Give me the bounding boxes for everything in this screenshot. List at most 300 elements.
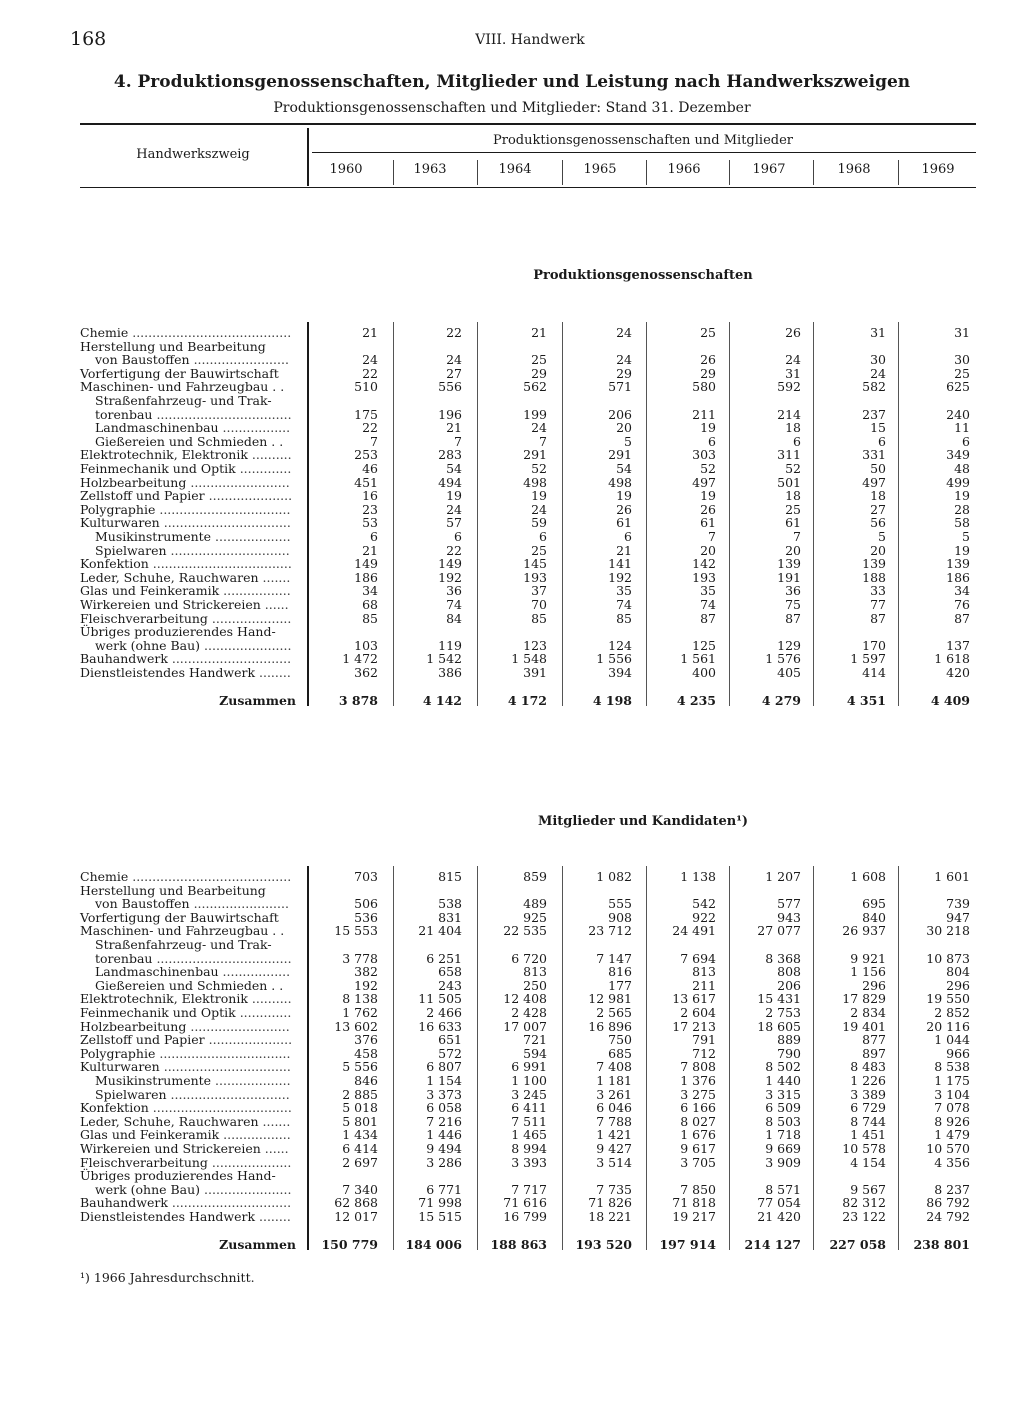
year-header: 1965 — [583, 162, 617, 177]
table-row — [80, 380, 976, 393]
table-row — [80, 544, 976, 557]
table-cell: 62 868 — [334, 1195, 378, 1211]
table-cell: 26 — [616, 501, 632, 517]
table-cell: 7 147 — [596, 950, 632, 966]
table-cell: 362 — [354, 665, 378, 680]
table-cell: 192 — [438, 569, 462, 585]
table-cell: 86 792 — [926, 1195, 970, 1211]
row-label — [95, 639, 291, 652]
table-row — [80, 421, 976, 434]
table-cell: 1 762 — [342, 1005, 378, 1020]
row-label — [80, 476, 290, 489]
table-cell: 74 — [446, 597, 462, 612]
table-cell: 53 — [362, 515, 378, 531]
row-label — [80, 1020, 290, 1033]
column-divider — [646, 866, 647, 1250]
table-subtitle: Produktionsgenossenschaften und Mitglieder: Stand 31. Dezember — [273, 100, 751, 116]
table-cell: 30 218 — [926, 923, 970, 939]
row-label-text: Übriges produzierendes Hand- — [80, 624, 276, 640]
table-cell: 29 — [700, 365, 716, 381]
row-label — [80, 911, 279, 924]
table-cell: 250 — [523, 977, 547, 993]
leader-dots: ............. — [235, 1005, 292, 1020]
table-cell: 24 — [362, 352, 378, 368]
table-cell: 12 408 — [503, 991, 547, 1007]
table-cell: 658 — [438, 964, 462, 980]
table-cell: 52 — [700, 461, 716, 476]
table-row — [80, 462, 976, 475]
table-row — [80, 1169, 976, 1182]
table-cell: 2 428 — [511, 1005, 547, 1020]
row-label — [95, 408, 292, 421]
page-number: 168 — [70, 28, 107, 50]
table-cell: 8 994 — [511, 1141, 547, 1156]
table-row — [80, 598, 976, 611]
table-cell: 11 505 — [418, 991, 462, 1007]
leader-dots: .......... — [247, 447, 292, 463]
table-row — [80, 503, 976, 516]
table-cell: 556 — [438, 379, 462, 395]
table-cell: 296 — [862, 977, 886, 993]
leader-dots: ................. — [219, 1127, 291, 1143]
table-cell: 2 697 — [342, 1154, 378, 1170]
table-cell: 124 — [608, 637, 632, 653]
table-cell: 6 — [878, 433, 886, 449]
total-cell: 188 863 — [490, 1236, 547, 1252]
table-cell: 24 — [616, 352, 632, 368]
row-label — [80, 571, 290, 584]
table-cell: 6 — [708, 433, 716, 449]
leader-dots: ...................... — [200, 1181, 292, 1197]
table-cell: 1 226 — [850, 1073, 886, 1088]
table-cell: 897 — [862, 1045, 886, 1061]
row-label — [95, 952, 292, 965]
table-cell: 26 — [700, 352, 716, 368]
table-cell: 71 826 — [588, 1195, 632, 1211]
leader-dots: ............. — [235, 461, 292, 476]
table-cell: 61 — [785, 515, 801, 531]
table-row — [80, 884, 976, 897]
year-column-divider — [813, 160, 814, 185]
table-cell: 22 — [446, 542, 462, 558]
table-cell: 7 808 — [680, 1059, 716, 1075]
row-label — [80, 1047, 290, 1060]
total-label: Zusammen — [219, 1236, 296, 1252]
table-cell: 6 046 — [596, 1100, 632, 1116]
table-cell: 20 — [870, 542, 886, 558]
table-cell: 18 — [870, 488, 886, 504]
row-label-text: torenbau — [95, 950, 153, 966]
row-label-text: Feinmechanik und Optik — [80, 1005, 236, 1020]
table-cell: 52 — [785, 461, 801, 476]
table-cell: 59 — [531, 515, 547, 531]
table-cell: 6 991 — [511, 1059, 547, 1075]
header-group-rule — [312, 152, 976, 153]
leader-dots: .............................. — [166, 542, 290, 558]
table-row — [80, 516, 976, 529]
table-cell: 790 — [777, 1045, 801, 1061]
table-cell: 23 122 — [842, 1209, 886, 1224]
table-cell: 103 — [354, 637, 378, 653]
row-label — [80, 1128, 291, 1141]
table-cell: 149 — [438, 556, 462, 572]
table-cell: 1 446 — [426, 1127, 462, 1143]
table-cell: 1 175 — [934, 1073, 970, 1088]
table-cell: 24 — [870, 365, 886, 381]
row-label — [80, 584, 291, 597]
table-cell: 7 340 — [342, 1181, 378, 1197]
table-row — [80, 489, 976, 502]
table-row — [80, 979, 976, 992]
table-cell: 1 561 — [680, 651, 716, 667]
table-cell: 8 027 — [680, 1113, 716, 1129]
total-cell: 214 127 — [744, 1236, 801, 1252]
row-label-text: von Baustoffen — [95, 352, 190, 368]
table-cell: 925 — [523, 909, 547, 925]
table-cell: 192 — [608, 569, 632, 585]
table-cell: 175 — [354, 406, 378, 422]
table-cell: 594 — [523, 1045, 547, 1061]
leader-dots: ....... — [258, 569, 291, 585]
row-label-text: Chemie — [80, 869, 129, 884]
table-cell: 562 — [523, 379, 547, 395]
leader-dots: ........................ — [189, 896, 289, 912]
table-cell: 17 007 — [503, 1018, 547, 1034]
table-cell: 48 — [954, 461, 970, 476]
table-cell: 376 — [354, 1032, 378, 1048]
table-cell: 2 753 — [765, 1005, 801, 1020]
table-cell: 193 — [523, 569, 547, 585]
header-bottom-rule — [80, 187, 976, 188]
total-cell: 4 172 — [507, 692, 547, 708]
column-divider — [729, 866, 730, 1250]
table-cell: 18 — [785, 420, 801, 436]
table-cell: 536 — [354, 909, 378, 925]
table-cell: 5 556 — [342, 1059, 378, 1075]
leader-dots: ...... — [260, 1141, 289, 1156]
column-divider — [729, 322, 730, 706]
table-row — [80, 584, 976, 597]
table-cell: 458 — [354, 1045, 378, 1061]
table-cell: 9 494 — [426, 1141, 462, 1156]
row-label — [95, 1088, 290, 1101]
table-cell: 16 799 — [503, 1209, 547, 1224]
table-cell: 1 044 — [934, 1032, 970, 1048]
table-row — [80, 870, 976, 883]
table-row — [80, 1196, 976, 1209]
section-title-cooperatives: Produktionsgenossenschaften — [533, 268, 753, 283]
row-label — [80, 380, 284, 393]
stub-divider — [307, 322, 309, 706]
table-cell: 21 — [616, 542, 632, 558]
table-cell: 214 — [777, 406, 801, 422]
total-row — [80, 694, 976, 707]
table-row — [80, 557, 976, 570]
table-cell: 8 237 — [934, 1181, 970, 1197]
table-cell: 30 — [870, 352, 886, 368]
header-row-label: Handwerkszweig — [136, 147, 250, 162]
leader-dots: ................................... — [148, 556, 292, 572]
table-cell: 651 — [438, 1032, 462, 1048]
table-cell: 414 — [862, 665, 886, 680]
table-row — [80, 1115, 976, 1128]
table-cell: 3 705 — [680, 1154, 716, 1170]
total-label: Zusammen — [219, 692, 296, 708]
total-cell: 4 351 — [846, 692, 886, 708]
table-cell: 2 604 — [680, 1005, 716, 1020]
row-label-text: Herstellung und Bearbeitung — [80, 882, 266, 898]
header-group-label: Produktionsgenossenschaften und Mitglieder — [493, 133, 793, 148]
table-cell: 721 — [523, 1032, 547, 1048]
table-cell: 15 553 — [334, 923, 378, 939]
row-label — [80, 625, 276, 638]
table-cell: 8 926 — [934, 1113, 970, 1129]
row-label — [95, 1074, 291, 1087]
table-row — [80, 1156, 976, 1169]
table-cell: 1 451 — [850, 1127, 886, 1143]
table-cell: 1 156 — [850, 964, 886, 980]
table-row — [80, 911, 976, 924]
table-cell: 16 — [362, 488, 378, 504]
table-cell: 87 — [954, 610, 970, 626]
stub-divider — [307, 866, 309, 1250]
row-label — [80, 1196, 291, 1209]
table-cell: 510 — [354, 379, 378, 395]
table-cell: 2 885 — [342, 1086, 378, 1102]
table-cell: 31 — [954, 325, 970, 340]
leader-dots: ................... — [211, 529, 291, 544]
table-row — [80, 1210, 976, 1223]
table-cell: 33 — [870, 583, 886, 599]
table-cell: 19 217 — [672, 1209, 716, 1224]
table-cell: 23 — [362, 501, 378, 517]
column-divider — [813, 866, 814, 1250]
table-cell: 52 — [531, 461, 547, 476]
table-cell: 25 — [954, 365, 970, 381]
table-row — [80, 367, 976, 380]
column-divider — [477, 866, 478, 1250]
total-cell: 4 142 — [422, 692, 462, 708]
table-cell: 1 601 — [934, 869, 970, 884]
table-cell: 494 — [438, 474, 462, 490]
table-cell: 18 221 — [588, 1209, 632, 1224]
table-cell: 3 286 — [426, 1154, 462, 1170]
year-column-divider — [898, 160, 899, 185]
row-label-text: Kulturwaren — [80, 1059, 160, 1075]
table-cell: 26 — [785, 325, 801, 340]
row-label — [80, 1006, 291, 1019]
table-cell: 4 154 — [850, 1154, 886, 1170]
table-cell: 85 — [616, 610, 632, 626]
row-label-text: Glas und Feinkeramik — [80, 583, 220, 599]
table-cell: 57 — [446, 515, 462, 531]
table-cell: 712 — [692, 1045, 716, 1061]
table-row — [80, 435, 976, 448]
table-cell: 54 — [616, 461, 632, 476]
row-label — [80, 1156, 291, 1169]
table-cell: 966 — [946, 1045, 970, 1061]
table-cell: 943 — [777, 909, 801, 925]
row-label-text: Maschinen- und Fahrzeugbau . . — [80, 379, 285, 395]
table-cell: 19 — [700, 420, 716, 436]
row-label-text: Herstellung und Bearbeitung — [80, 338, 266, 354]
table-cell: 74 — [700, 597, 716, 612]
table-cell: 77 — [870, 597, 886, 612]
table-cell: 193 — [692, 569, 716, 585]
table-cell: 577 — [777, 896, 801, 912]
table-cell: 24 — [446, 352, 462, 368]
table-cell: 6 — [793, 433, 801, 449]
table-cell: 6 411 — [511, 1100, 547, 1116]
row-label-text: Bauhandwerk — [80, 651, 168, 667]
table-cell: 142 — [692, 556, 716, 572]
table-cell: 21 — [531, 325, 547, 340]
table-cell: 74 — [616, 597, 632, 612]
year-column-divider — [393, 160, 394, 185]
leader-dots: ..................... — [204, 1032, 293, 1048]
table-cell: 5 018 — [342, 1100, 378, 1116]
row-label-text: Holzbearbeitung — [80, 474, 187, 490]
table-row — [80, 1074, 976, 1087]
footnote: ¹) 1966 Jahresdurchschnitt. — [80, 1270, 255, 1285]
table-cell: 6 807 — [426, 1059, 462, 1075]
table-cell: 21 — [446, 420, 462, 436]
leader-dots: ...................... — [200, 637, 292, 653]
table-cell: 859 — [523, 869, 547, 884]
table-cell: 3 514 — [596, 1154, 632, 1170]
table-cell: 7 216 — [426, 1113, 462, 1129]
table-cell: 20 — [616, 420, 632, 436]
row-label — [80, 1115, 290, 1128]
table-cell: 7 735 — [596, 1181, 632, 1197]
table-cell: 1 207 — [765, 869, 801, 884]
table-cell: 6 414 — [342, 1141, 378, 1156]
row-label-text: Feinmechanik und Optik — [80, 461, 236, 476]
header-top-rule — [80, 123, 976, 125]
table-cell: 922 — [692, 909, 716, 925]
table-cell: 3 104 — [934, 1086, 970, 1102]
table-cell: 75 — [785, 597, 801, 612]
row-label-text: Konfektion — [80, 1100, 149, 1116]
column-divider — [562, 322, 563, 706]
row-label — [80, 1142, 289, 1155]
table-cell: 139 — [862, 556, 886, 572]
leader-dots: ....... — [258, 1113, 291, 1129]
table-cell: 1 082 — [596, 869, 632, 884]
table-row — [80, 476, 976, 489]
leader-dots: .......... — [247, 991, 292, 1007]
table-cell: 25 — [531, 542, 547, 558]
table-row — [80, 965, 976, 978]
leader-dots: ................................. — [155, 1045, 291, 1061]
row-label — [95, 435, 283, 448]
year-column-divider — [477, 160, 478, 185]
row-label-text: torenbau — [95, 406, 153, 422]
table-cell: 6 — [962, 433, 970, 449]
table-cell: 30 — [954, 352, 970, 368]
table-cell: 34 — [362, 583, 378, 599]
table-cell: 24 491 — [672, 923, 716, 939]
table-row — [80, 326, 976, 339]
column-divider — [393, 866, 394, 1250]
table-row — [80, 938, 976, 951]
table-cell: 3 373 — [426, 1086, 462, 1102]
leader-dots: ..................... — [204, 488, 293, 504]
table-cell: 19 550 — [926, 991, 970, 1007]
column-divider — [646, 322, 647, 706]
table-cell: 31 — [785, 365, 801, 381]
table-cell: 61 — [616, 515, 632, 531]
table-cell: 17 213 — [672, 1018, 716, 1034]
table-row — [80, 1142, 976, 1155]
table-cell: 506 — [354, 896, 378, 912]
table-cell: 685 — [608, 1045, 632, 1061]
row-label-text: Elektrotechnik, Elektronik — [80, 991, 248, 1007]
table-cell: 87 — [870, 610, 886, 626]
table-cell: 3 261 — [596, 1086, 632, 1102]
table-cell: 36 — [446, 583, 462, 599]
row-label-text: Chemie — [80, 325, 129, 340]
table-cell: 947 — [946, 909, 970, 925]
table-cell: 27 — [446, 365, 462, 381]
table-cell: 24 — [446, 501, 462, 517]
table-cell: 24 792 — [926, 1209, 970, 1224]
row-label — [80, 557, 292, 570]
table-cell: 7 — [370, 433, 378, 449]
leader-dots: ................... — [211, 1073, 291, 1088]
table-cell: 61 — [700, 515, 716, 531]
table-cell: 15 — [870, 420, 886, 436]
leader-dots: ......................... — [186, 1018, 290, 1034]
total-cell: 4 198 — [592, 692, 632, 708]
table-cell: 19 401 — [842, 1018, 886, 1034]
table-cell: 23 712 — [588, 923, 632, 939]
row-label — [80, 340, 266, 353]
table-cell: 18 605 — [757, 1018, 801, 1034]
table-row — [80, 1060, 976, 1073]
table-cell: 840 — [862, 909, 886, 925]
row-label — [95, 353, 289, 366]
table-cell: 9 427 — [596, 1141, 632, 1156]
table-cell: 349 — [946, 447, 970, 463]
row-label-text: Spielwaren — [95, 542, 167, 558]
table-row — [80, 1020, 976, 1033]
table-cell: 489 — [523, 896, 547, 912]
row-label — [80, 1060, 291, 1073]
table-cell: 58 — [954, 515, 970, 531]
table-cell: 211 — [692, 406, 716, 422]
table-row — [80, 625, 976, 638]
table-cell: 3 909 — [765, 1154, 801, 1170]
table-cell: 6 — [454, 529, 462, 544]
row-label — [80, 367, 279, 380]
table-cell: 29 — [616, 365, 632, 381]
table-cell: 84 — [446, 610, 462, 626]
table-cell: 1 421 — [596, 1127, 632, 1143]
table-cell: 24 — [531, 420, 547, 436]
row-label-text: Straßenfahrzeug- und Trak- — [95, 393, 272, 408]
column-divider — [898, 866, 899, 1250]
table-cell: 8 744 — [850, 1113, 886, 1129]
table-row — [80, 952, 976, 965]
table-cell: 19 — [954, 488, 970, 504]
table-cell: 386 — [438, 665, 462, 680]
table-cell: 186 — [946, 569, 970, 585]
table-cell: 8 571 — [765, 1181, 801, 1197]
table-cell: 592 — [777, 379, 801, 395]
table-cell: 5 — [962, 529, 970, 544]
leader-dots: ........ — [255, 665, 291, 680]
